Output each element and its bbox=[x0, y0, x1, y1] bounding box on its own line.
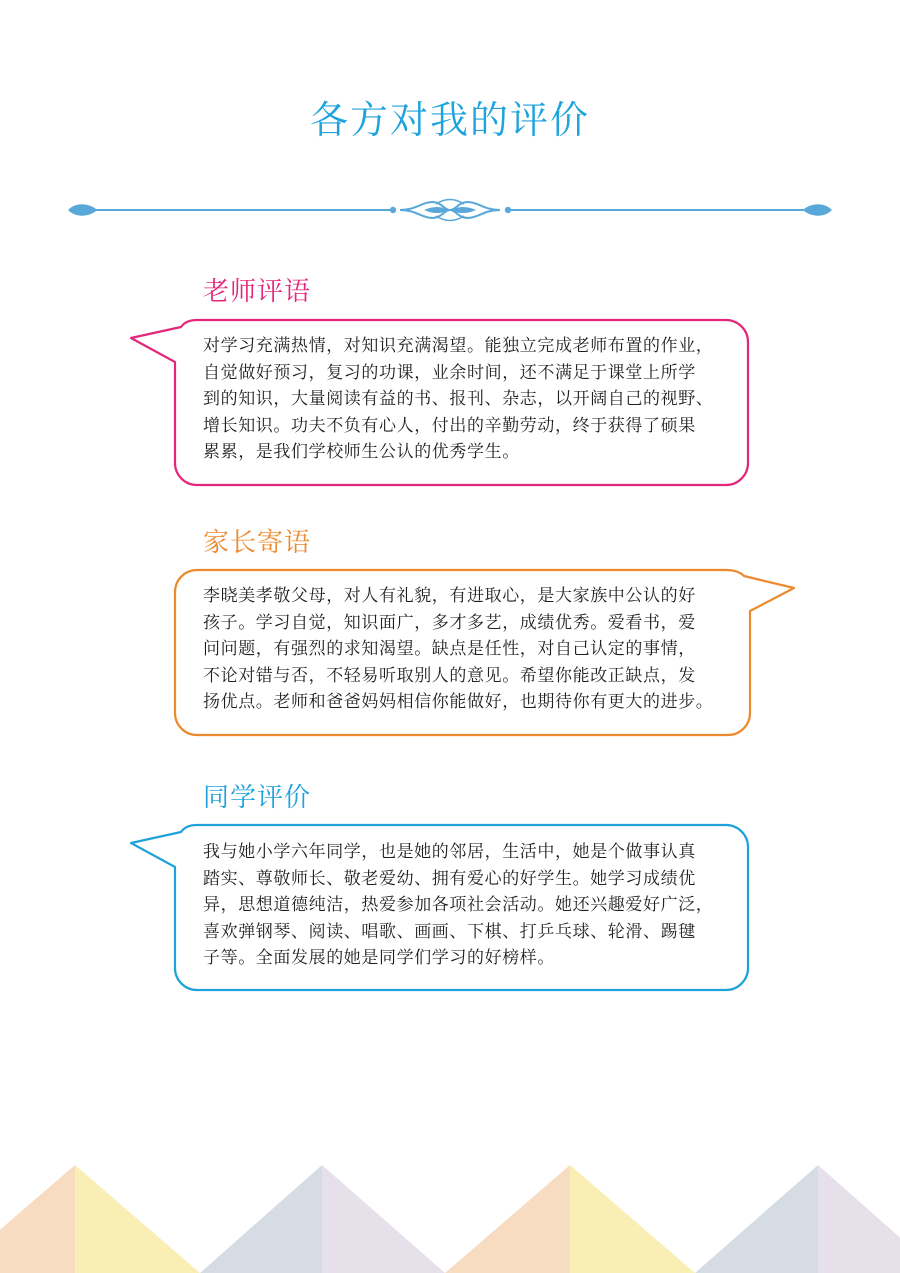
footer-triangle bbox=[445, 1165, 570, 1273]
footer-triangle bbox=[322, 1165, 445, 1273]
section-heading-parent: 家长寄语 bbox=[203, 528, 312, 558]
section-heading-classmate: 同学评价 bbox=[203, 783, 312, 813]
comment-line: 累累，是我们学校师生公认的优秀学生。 bbox=[203, 442, 520, 462]
comment-line: 喜欢弹钢琴、阅读、唱歌、画画、下棋、打乒乓球、轮滑、踢毽 bbox=[203, 921, 696, 942]
comment-line: 扬优点。老师和爸爸妈妈相信你能做好，也期待你有更大的进步。 bbox=[203, 692, 714, 712]
teacher-comment-text bbox=[203, 333, 743, 466]
title-divider bbox=[68, 200, 832, 221]
footer-triangle bbox=[818, 1165, 900, 1273]
comment-line: 子等。全面发展的她是同学们学习的好榜样。 bbox=[203, 948, 555, 968]
divider-dot-right bbox=[505, 207, 511, 213]
page-title: 各方对我的评价 bbox=[309, 98, 590, 142]
footer-triangle bbox=[75, 1165, 200, 1273]
footer-triangle bbox=[570, 1165, 695, 1273]
section-heading-teacher: 老师评语 bbox=[203, 277, 312, 307]
leaf-right-icon bbox=[804, 204, 832, 216]
divider-dot-left bbox=[390, 207, 396, 213]
comment-line: 李晓美孝敬父母，对人有礼貌，有进取心，是大家族中公认的好 bbox=[203, 586, 696, 606]
parent-comment-text bbox=[203, 583, 743, 716]
comment-line: 踏实、尊敬师长、敬老爱幼、拥有爱心的好学生。她学习成绩优 bbox=[203, 868, 696, 889]
divider-ornament-icon bbox=[400, 200, 500, 221]
comment-line: 孩子。学习自觉，知识面广，多才多艺，成绩优秀。爱看书，爱 bbox=[203, 612, 696, 633]
comment-line: 自觉做好预习，复习的功课，业余时间，还不满足于课堂上所学 bbox=[203, 362, 696, 383]
footer-triangle bbox=[200, 1165, 322, 1273]
comment-line: 对学习充满热情，对知识充满渴望。能独立完成老师布置的作业， bbox=[203, 336, 714, 356]
comment-line: 我与她小学六年同学，也是她的邻居，生活中，她是个做事认真 bbox=[203, 842, 696, 862]
comment-line: 到的知识，大量阅读有益的书、报刊、杂志，以开阔自己的视野、 bbox=[203, 389, 714, 409]
comment-line: 不论对错与否，不轻易听取别人的意见。希望你能改正缺点，发 bbox=[203, 665, 696, 686]
classmate-comment-text bbox=[203, 839, 743, 972]
footer-triangles bbox=[0, 1165, 900, 1273]
footer-triangle bbox=[695, 1165, 818, 1273]
comment-line: 异，思想道德纯洁，热爱参加各项社会活动。她还兴趣爱好广泛， bbox=[203, 895, 714, 915]
leaf-left-icon bbox=[68, 204, 96, 216]
comment-line: 问问题，有强烈的求知渴望。缺点是任性，对自己认定的事情， bbox=[203, 639, 696, 659]
comment-line: 增长知识。功夫不负有心人，付出的辛勤劳动，终于获得了硕果 bbox=[203, 415, 696, 436]
footer-triangle bbox=[0, 1165, 75, 1273]
